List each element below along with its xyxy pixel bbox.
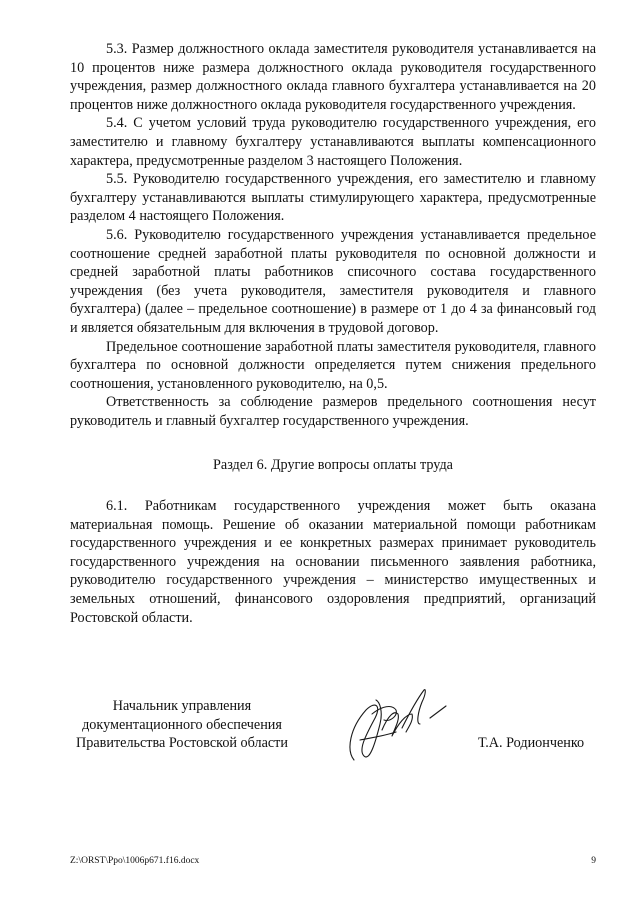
page-number: 9 xyxy=(591,856,596,866)
signer-position-line: документационного обеспечения xyxy=(82,716,282,733)
section-heading: Раздел 6. Другие вопросы оплаты труда xyxy=(213,457,453,474)
signer-name: Т.А. Родионченко xyxy=(478,735,585,751)
handwritten-signature xyxy=(336,680,456,770)
paragraph-5-6: 5.6. Руководителю государственного учреждения устанавливается предельное соотношение средней заработной платы руководителя по основной должности и средней заработной платы работников списочного состава государственного учреждения (без учета руководителя, заместителя руководителя и главного бухгалтера) (далее – предельное соотношение) в размере от 1 до 4 за финансовый год и является обязательным для включения в трудовой договор. xyxy=(70,226,596,336)
paragraph-5-3: 5.3. Размер должностного оклада заместителя руководителя устанавливается на 10 процентов ниже размера должностного оклада руководителя государственного учреждения, размер должностного оклада главного бухгалтера устанавливается на 20 процентов ниже должностного оклада руководителя государственного учреждения. xyxy=(70,41,596,113)
paragraph-deputy-ratio: Предельное соотношение заработной платы заместителя руководителя, главного бухгалтера по основной должности определяется путем снижения предельного соотношения, установленного руководителю, на 0,5. xyxy=(70,338,596,392)
paragraph-responsibility: Ответственность за соблюдение размеров предельного соотношения несут руководитель и главный бухгалтер государственного учреждения. xyxy=(70,394,596,429)
signer-position xyxy=(60,697,304,753)
paragraph-6-1: 6.1. Работникам государственного учреждения может быть оказана материальная помощь. Решение об оказании материальной помощи работникам государственного учреждения и ее конкретных размерах принимает руководитель государственного учреждения на основании письменного заявления работника, руководителю государственного учреждения – министерство имущественных и земельных отношений, финансового оздоровления предприятий, организаций Ростовской области. xyxy=(70,498,596,626)
signer-position-line: Начальник управления xyxy=(112,698,252,714)
document-body xyxy=(70,40,596,627)
paragraph-5-4: 5.4. С учетом условий труда руководителю государственного учреждения, его заместителю и главному бухгалтеру устанавливаются выплаты компенсационного характера, предусмотренные разделом 3 настоящего Положения. xyxy=(70,115,596,169)
signer-position-line: Правительства Ростовской области xyxy=(76,735,288,752)
paragraph-5-5: 5.5. Руководителю государственного учреждения, его заместителю и главному бухгалтеру устанавливаются выплаты стимулирующего характера, предусмотренные разделом 4 настоящего Положения. xyxy=(70,171,596,225)
footer-file-path: Z:\ORST\Ppo\1006p671.f16.docx xyxy=(70,856,200,866)
